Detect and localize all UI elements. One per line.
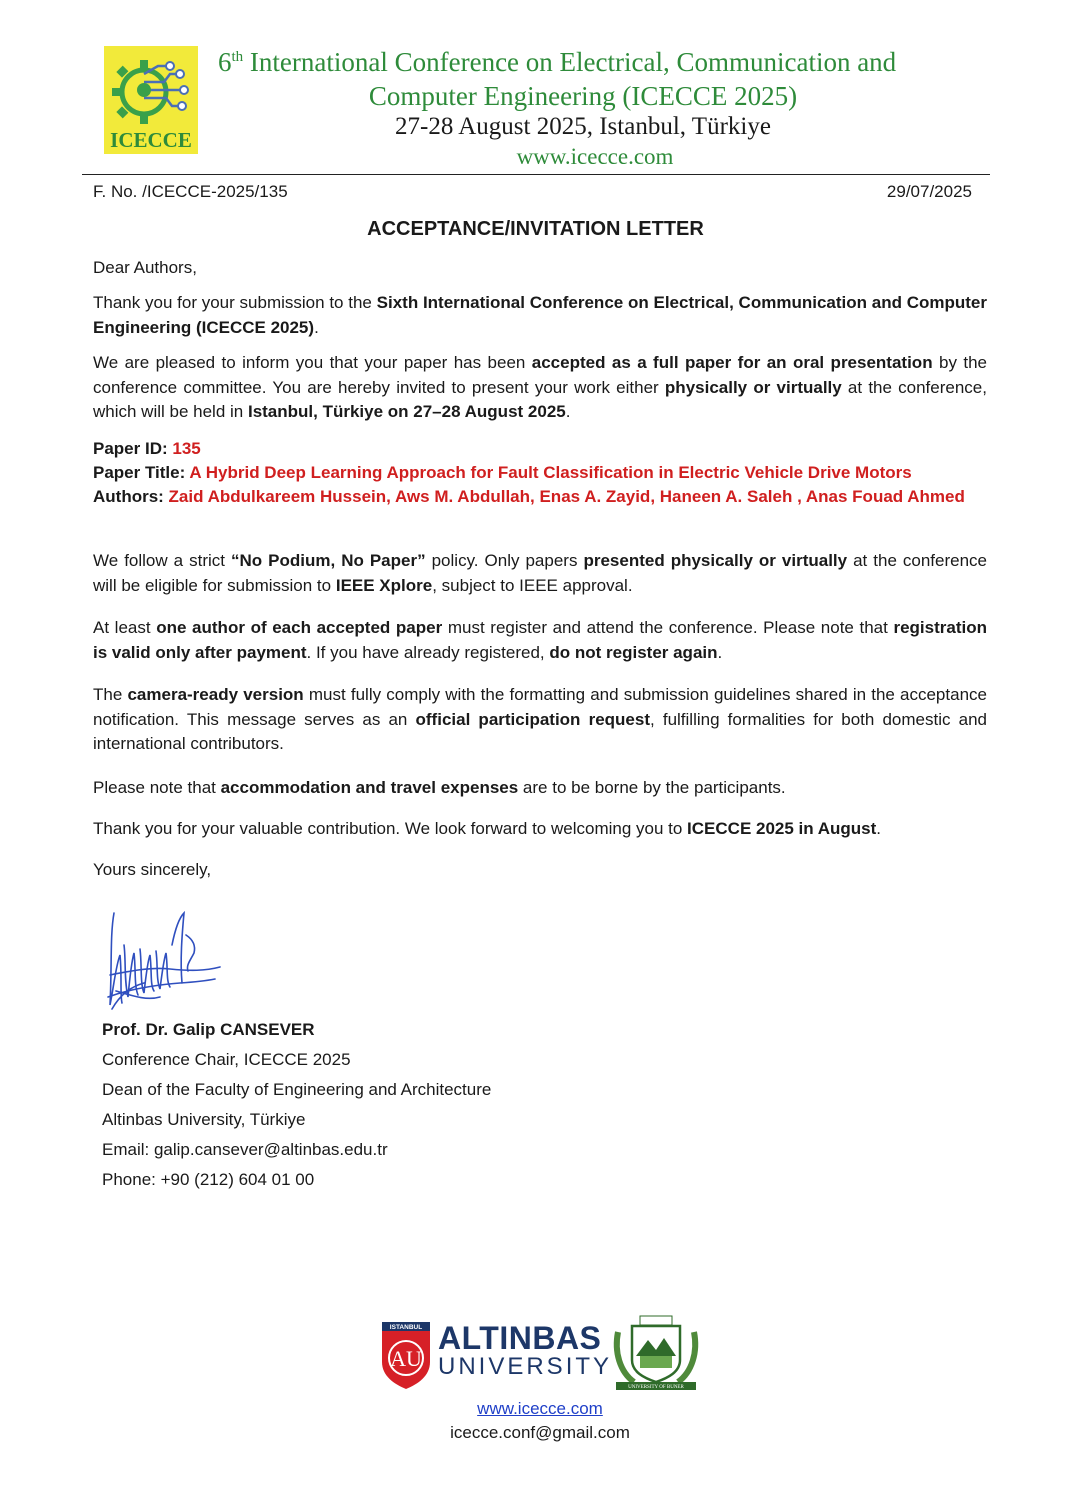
icecce-logo-text: ICECCE xyxy=(110,128,192,152)
signatory-email: Email: galip.cansever@altinbas.edu.tr xyxy=(102,1140,388,1159)
signatory-role: Conference Chair, ICECCE 2025 xyxy=(102,1050,351,1069)
conference-website: www.icecce.com xyxy=(516,144,674,169)
conference-title-line1: 6th International Conference on Electrical, Communication and xyxy=(218,47,897,77)
paragraph-submission: Thank you for your submission to the Sixth International Conference on Electrical, Communication and Computer Engineering (ICECCE 2025). xyxy=(93,293,987,337)
icecce-logo xyxy=(104,46,198,154)
altinbas-university: UNIVERSITY xyxy=(438,1353,613,1380)
salutation: Dear Authors, xyxy=(93,258,197,277)
closing: Yours sincerely, xyxy=(93,860,212,879)
paper-id: Paper ID: 135 xyxy=(93,439,201,458)
paragraph-policy: We follow a strict “No Podium, No Paper” policy. Only papers presented physically or virtually at the conference will be eligible for submission to IEEE Xplore, subject to IEEE approval. xyxy=(93,551,988,595)
letter-title: ACCEPTANCE/INVITATION LETTER xyxy=(367,218,704,240)
file-number: F. No. /ICECCE-2025/135 xyxy=(93,182,288,201)
signatory-dean: Dean of the Faculty of Engineering and Architecture xyxy=(102,1080,492,1099)
buner-seal-text: UNIVERSITY OF BUNER xyxy=(628,1385,684,1390)
shield-au-letters: AU xyxy=(390,1346,422,1371)
shield-istanbul-text: ISTANBUL xyxy=(389,1324,423,1331)
letter-date: 29/07/2025 xyxy=(886,182,972,201)
header-divider xyxy=(82,174,990,175)
signature-image xyxy=(100,905,225,1017)
paragraph-registration: At least one author of each accepted paper must register and attend the conference. Please note that registration is valid only after payment. If you have already registered, do not register again. xyxy=(93,618,987,662)
signatory-block xyxy=(102,1015,491,1195)
altinbas-name: ALTINBAS xyxy=(438,1320,602,1356)
conference-dates: 27-28 August 2025, Istanbul, Türkiye xyxy=(395,113,771,140)
paragraph-thanks: Thank you for your valuable contribution. We look forward to welcoming you to ICECCE 2025 in August. xyxy=(93,819,882,838)
signatory-name: Prof. Dr. Galip CANSEVER xyxy=(102,1020,315,1039)
paper-details xyxy=(93,437,1013,509)
footer-website-link[interactable]: www.icecce.com xyxy=(477,1399,603,1418)
signatory-university: Altinbas University, Türkiye xyxy=(102,1110,306,1129)
university-of-buner-seal xyxy=(610,1312,702,1394)
paragraph-expenses: Please note that accommodation and travel expenses are to be borne by the participants. xyxy=(93,778,786,797)
paragraph-acceptance: We are pleased to inform you that your paper has been accepted as a full paper for an oral presentation by the conference committee. You are hereby invited to present your work either physically or virtually at the conference, which will be held in Istanbul, Türkiye on 27–28 August 2025. xyxy=(93,353,987,421)
paragraph-camera-ready: The camera-ready version must fully comply with the formatting and submission guidelines shared in the acceptance notification. This message serves as an official participation request, fulfilling formalities for both domestic and international contributors. xyxy=(93,685,987,753)
altinbas-shield-logo xyxy=(380,1320,432,1390)
conference-title-line2: Computer Engineering (ICECCE 2025) xyxy=(368,81,798,111)
paper-authors: Authors: Zaid Abdulkareem Hussein, Aws M. Abdullah, Enas A. Zayid, Haneen A. Saleh , Anas Fouad Ahmed xyxy=(93,487,965,506)
footer-email: icecce.conf@gmail.com xyxy=(450,1423,630,1442)
paper-title: Paper Title: A Hybrid Deep Learning Approach for Fault Classification in Electric Vehicle Drive Motors xyxy=(93,463,912,482)
signatory-phone: Phone: +90 (212) 604 01 00 xyxy=(102,1170,315,1189)
